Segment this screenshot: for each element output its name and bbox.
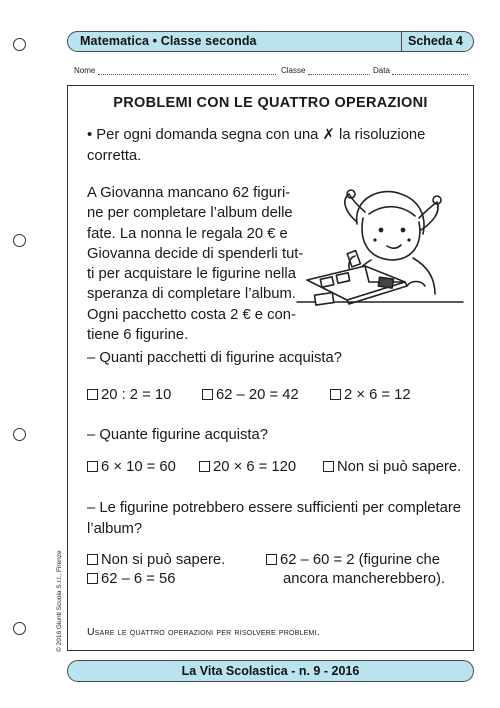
problem-line: speranza di completare l’album. xyxy=(87,286,296,303)
checkbox[interactable] xyxy=(87,573,98,584)
problem-line: Giovanna decide di spenderli tut- xyxy=(87,245,304,262)
footer-text: La Vita Scolastica - n. 9 - 2016 xyxy=(181,664,360,678)
q1-option-1-label: 20 : 2 = 10 xyxy=(101,387,172,403)
girl-with-album-illustration xyxy=(295,182,465,322)
q1-option-2[interactable] xyxy=(202,387,299,403)
header-divider xyxy=(401,32,402,51)
name-field[interactable] xyxy=(74,66,276,75)
q3-option-3[interactable] xyxy=(266,552,440,568)
q2-option-2[interactable] xyxy=(199,459,296,475)
q3-option-1-label: Non si può sapere. xyxy=(101,552,226,568)
worksheet-title: PROBLEMI CON LE QUATTRO OPERAZIONI xyxy=(113,95,428,111)
date-blank xyxy=(392,66,468,75)
q3-option-3-label: 62 – 60 = 2 (figurine che xyxy=(280,552,440,568)
checkbox[interactable] xyxy=(202,389,213,400)
problem-line: tiene 6 figurine. xyxy=(87,327,189,344)
footer-bar xyxy=(67,660,474,682)
q1-option-3-label: 2 × 6 = 12 xyxy=(344,387,411,403)
binder-hole-3 xyxy=(13,428,26,441)
q2-option-3[interactable] xyxy=(323,459,461,475)
instruction-line-2: corretta. xyxy=(87,147,142,164)
problem-text xyxy=(87,183,303,345)
sheet-number: Scheda 4 xyxy=(408,34,463,48)
checkbox[interactable] xyxy=(87,554,98,565)
checkbox[interactable] xyxy=(87,461,98,472)
header-bar xyxy=(67,31,474,52)
checkbox[interactable] xyxy=(199,461,210,472)
instruction-line-1: • Per ogni domanda segna con una ✗ la risoluzione xyxy=(87,127,426,143)
q1-option-3[interactable] xyxy=(330,387,411,403)
problem-line: fate. La nonna le regala 20 € e xyxy=(87,225,288,242)
problem-line: Ogni pacchetto costa 2 € e con- xyxy=(87,306,296,323)
binder-hole-2 xyxy=(13,234,26,247)
q1-option-2-label: 62 – 20 = 42 xyxy=(216,387,299,403)
problem-line: ti per acquistare le figurine nella xyxy=(87,266,296,283)
checkbox[interactable] xyxy=(330,389,341,400)
question-3-line-2: l’album? xyxy=(87,520,143,537)
checkbox[interactable] xyxy=(87,389,98,400)
checkbox[interactable] xyxy=(323,461,334,472)
copyright-notice: © 2016 Giunti Scuola S.r.l., Firenze xyxy=(56,550,63,652)
date-field[interactable] xyxy=(373,66,468,75)
q2-option-3-label: Non si può sapere. xyxy=(337,459,462,475)
checkbox[interactable] xyxy=(266,554,277,565)
question-3 xyxy=(87,498,461,539)
q1-option-1[interactable] xyxy=(87,387,171,403)
class-blank xyxy=(308,66,370,75)
problem-line: ne per completare l’album delle xyxy=(87,205,293,222)
q3-option-2-label: 62 – 6 = 56 xyxy=(101,571,176,587)
class-label: Classe xyxy=(281,66,306,75)
q3-option-2[interactable] xyxy=(87,571,175,587)
class-field[interactable] xyxy=(281,66,370,75)
name-blank xyxy=(98,66,276,75)
q2-option-1[interactable] xyxy=(87,459,176,475)
q3-option-1[interactable] xyxy=(87,552,225,568)
name-label: Nome xyxy=(74,66,96,75)
header-subject: Matematica • Classe seconda xyxy=(80,34,257,48)
question-3-line-1: – Le figurine potrebbero essere sufficienti per completare xyxy=(87,500,461,516)
q2-option-2-label: 20 × 6 = 120 xyxy=(213,459,297,475)
question-1: – Quanti pacchetti di figurine acquista? xyxy=(87,350,342,366)
learning-objective: Usare le quattro operazioni per risolvere problemi. xyxy=(87,626,320,638)
binder-hole-1 xyxy=(13,38,26,51)
binder-hole-4 xyxy=(13,622,26,635)
q3-option-3-continued: ancora mancherebbero). xyxy=(283,571,446,587)
date-label: Data xyxy=(373,66,390,75)
question-2: – Quante figurine acquista? xyxy=(87,427,268,443)
problem-line: A Giovanna mancano 62 figuri- xyxy=(87,185,291,201)
instruction xyxy=(87,125,425,166)
q2-option-1-label: 6 × 10 = 60 xyxy=(101,459,176,475)
